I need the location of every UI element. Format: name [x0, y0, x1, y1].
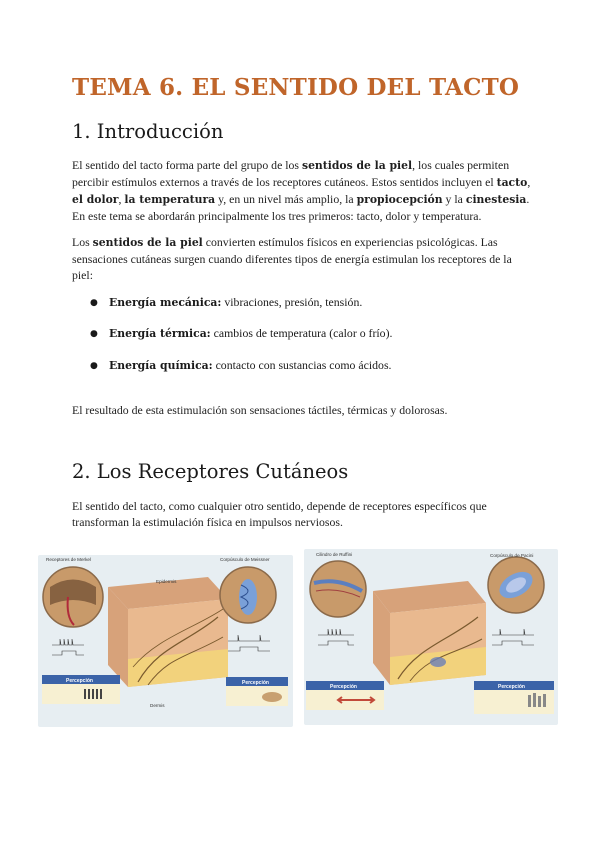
skin-receptors-illustration	[38, 547, 558, 732]
list-item-label: Energía química:	[109, 359, 213, 372]
bold-term: sentidos de la piel	[301, 159, 413, 172]
perception-box-ruffini	[306, 681, 384, 710]
text-run: ,	[527, 175, 531, 189]
text-run: y, en un nivel más amplio, la	[215, 192, 357, 206]
perception-box-merkel	[42, 675, 120, 704]
label-merkel: Receptores de Merkel	[46, 557, 91, 562]
bullet-icon: ●	[90, 361, 98, 371]
meissner-receptor-closeup	[220, 567, 276, 623]
text-run: ,	[118, 192, 125, 206]
bold-term: sentidos de la piel	[92, 236, 203, 249]
perception-box-title: Percepción	[242, 680, 269, 686]
section-heading-introduccion: 1. Introducción	[72, 120, 224, 143]
receptores-paragraph: El sentido del tacto, como cualquier otro sentido, depende de receptores específicos que transforman la estimulación física en impulsos nerviosos.	[72, 499, 487, 529]
perception-box-title: Percepción	[498, 684, 525, 690]
finger-icon	[262, 692, 282, 702]
perception-box-title: Percepción	[330, 684, 357, 690]
text-run: , los cuales permiten percibir estímulos externos a través de los receptores cutáneos. Estos sentidos incluyen el	[72, 158, 510, 189]
perception-box-meissner	[226, 677, 288, 706]
bullet-icon: ●	[90, 329, 98, 339]
intro-paragraph-1	[72, 157, 532, 224]
list-item-label: Energía térmica:	[109, 327, 211, 340]
perception-box-pacini	[474, 681, 554, 714]
label-dermis: Dermis	[150, 703, 165, 708]
list-item-text: cambios de temperatura (calor o frío).	[210, 326, 393, 340]
perception-box-title: Percepción	[66, 678, 93, 684]
document-title: TEMA 6. EL SENTIDO DEL TACTO	[72, 74, 520, 101]
text-run: Los	[72, 235, 93, 249]
list-item-energia-quimica	[90, 357, 392, 374]
text-run: . En este tema se abordarán principalmente los tres primeros: tacto, dolor y temperatura.	[72, 192, 530, 223]
bullet-icon: ●	[90, 298, 98, 308]
bold-term: la temperatura	[124, 193, 216, 206]
merkel-receptor-closeup	[43, 567, 103, 627]
bold-term: cinestesia	[465, 193, 527, 206]
bold-term: el dolor	[72, 193, 119, 206]
text-run: convierten estímulos físicos en experiencias psicológicas. Las sensaciones cutáneas surgen cuando diferentes tipos de energía estimulan los receptores de la piel:	[72, 235, 512, 282]
label-epidermis: Epidermis	[156, 579, 177, 584]
section-heading-receptores: 2. Los Receptores Cutáneos	[72, 460, 349, 483]
list-item-energia-termica	[90, 325, 392, 342]
bold-term: propiocepción	[356, 193, 443, 206]
bold-term: tacto	[496, 176, 528, 189]
skin-cross-section-right	[373, 581, 486, 685]
list-item-label: Energía mecánica:	[109, 296, 222, 309]
text-run: y la	[442, 192, 466, 206]
intro-paragraph-2	[72, 234, 532, 283]
label-ruffini: Cilindro de Ruffini	[316, 552, 353, 557]
skin-receptors-figure	[38, 547, 558, 732]
list-item-text: vibraciones, presión, tensión.	[221, 295, 363, 309]
ruffini-receptor-closeup	[310, 561, 366, 617]
skin-cross-section-left	[108, 577, 228, 687]
pacini-in-skin	[430, 657, 446, 667]
label-meissner: Corpúsculo de Meissner	[220, 557, 270, 562]
label-pacini: Corpúsculo de Pacini	[490, 553, 534, 558]
list-item-energia-mecanica	[90, 294, 362, 311]
pacini-receptor-closeup	[488, 557, 544, 613]
intro-paragraph-3: El resultado de esta estimulación son sensaciones táctiles, térmicas y dolorosas.	[72, 403, 448, 417]
text-run: El sentido del tacto forma parte del grupo de los	[72, 158, 302, 172]
list-item-text: contacto con sustancias como ácidos.	[212, 358, 392, 372]
